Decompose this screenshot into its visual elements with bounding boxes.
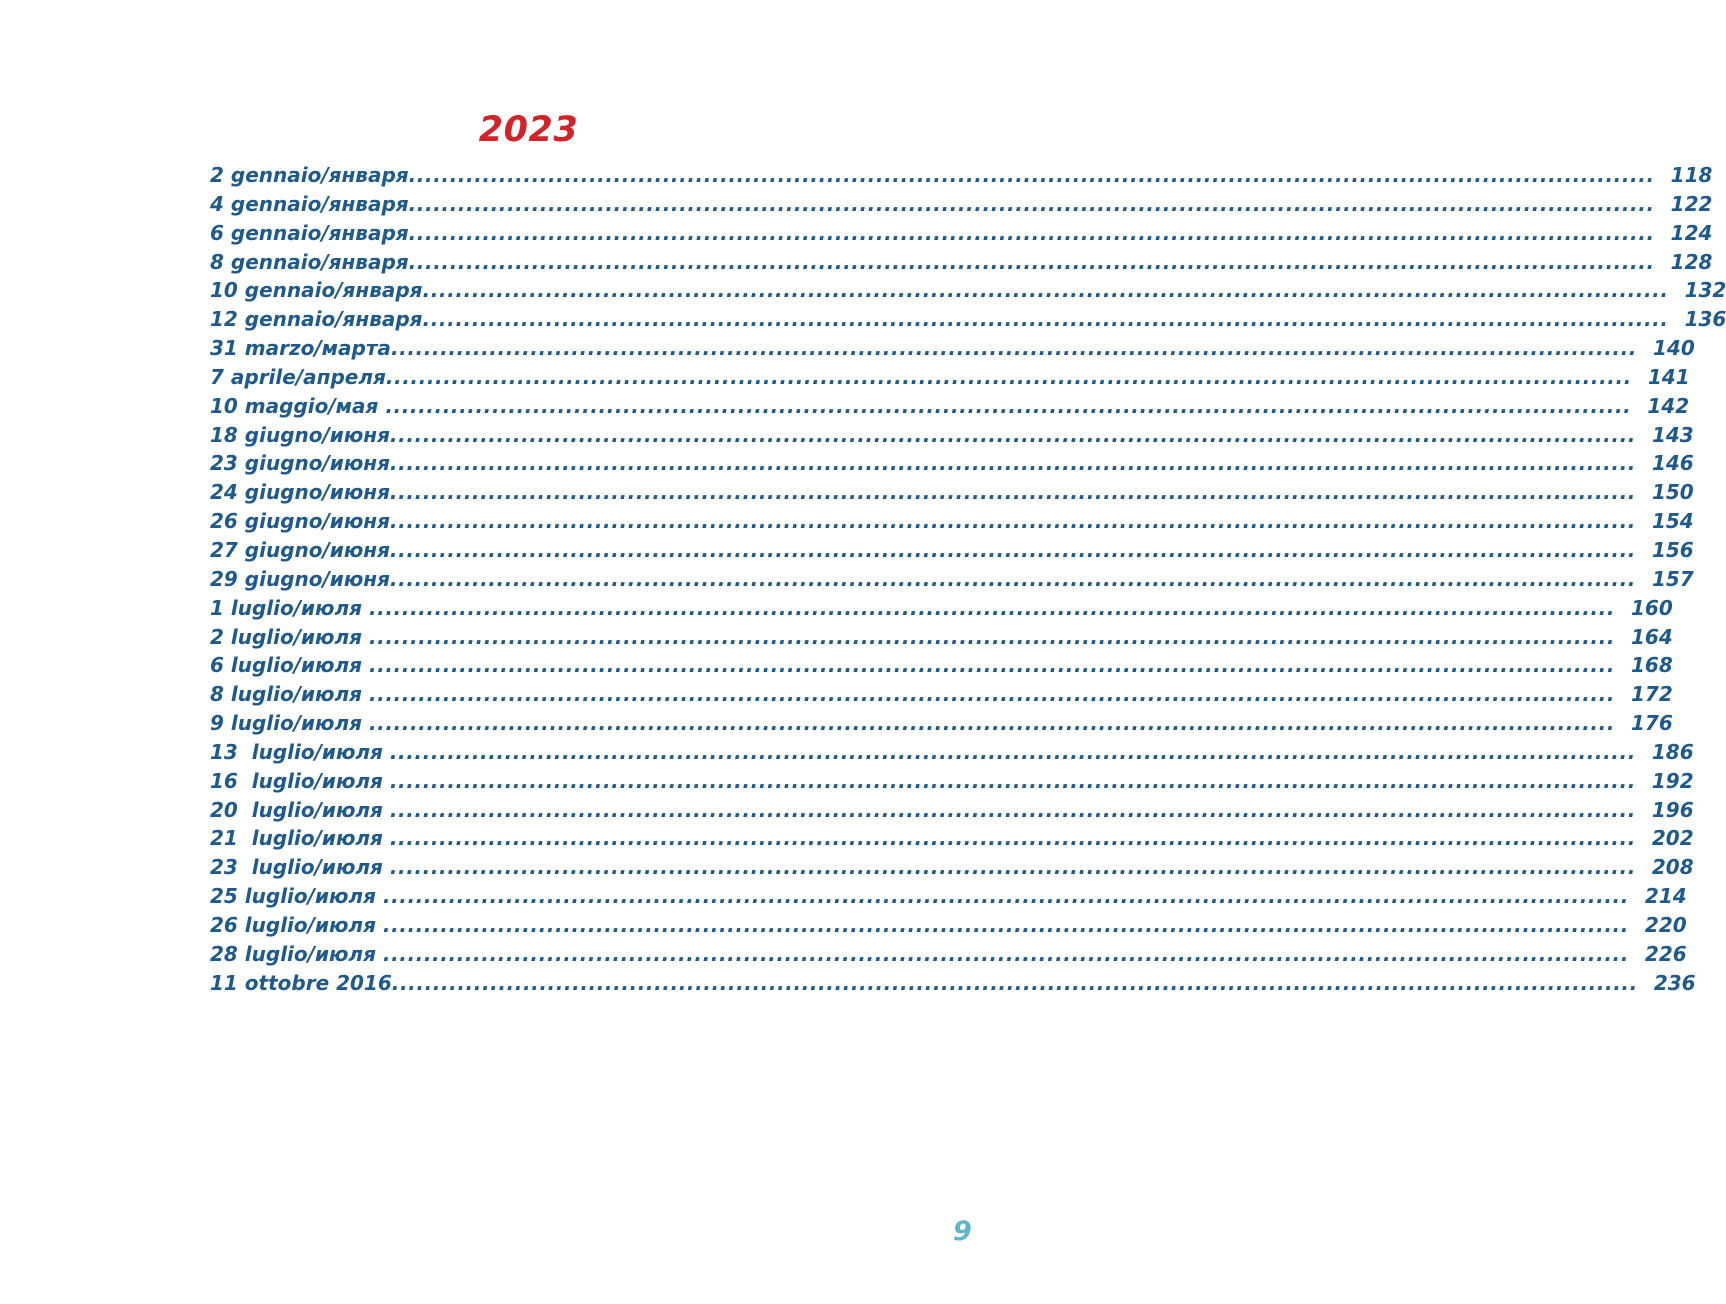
toc-entry-page-number: 154 bbox=[1651, 509, 1694, 534]
toc-dot-leader: ........................................................................................................................................................ bbox=[408, 163, 1655, 187]
toc-dot-leader: ........................................................................................................................................................ bbox=[389, 509, 1636, 534]
toc-entry bbox=[210, 421, 1694, 450]
page-number: 9 bbox=[953, 1216, 972, 1247]
toc-entry-label: 24 giugno/июня bbox=[210, 480, 390, 505]
toc-dot-leader: ........................................................................................................................................................ bbox=[368, 595, 1616, 620]
toc-entry bbox=[210, 334, 1695, 363]
toc-dot-leader: ........................................................................................................................................................ bbox=[391, 970, 1638, 995]
toc-dot-leader: ........................................................................................................................................................ bbox=[389, 480, 1636, 505]
toc-entry bbox=[210, 363, 1690, 392]
toc-entry bbox=[210, 305, 1726, 334]
toc-entry bbox=[210, 882, 1687, 911]
toc-entry bbox=[210, 219, 1713, 248]
toc-entry-label: 8 luglio/июля bbox=[210, 682, 369, 707]
toc-entry bbox=[210, 680, 1673, 709]
toc-entry bbox=[210, 190, 1713, 219]
toc-dot-leader: ........................................................................................................................................................ bbox=[368, 624, 1616, 649]
toc-entry-label: 11 ottobre 2016 bbox=[210, 970, 392, 995]
toc-entry bbox=[210, 969, 1696, 998]
toc-dot-leader: ........................................................................................................................................................ bbox=[408, 191, 1655, 216]
toc-entry-page-number: 196 bbox=[1651, 797, 1694, 822]
toc-entry-page-number: 146 bbox=[1651, 451, 1694, 476]
toc-entry-label: 1 luglio/июля bbox=[210, 595, 369, 620]
toc-dot-leader: ........................................................................................................................................................ bbox=[389, 739, 1636, 764]
toc-entry bbox=[210, 565, 1694, 594]
toc-entry-label: 8 gennaio/января bbox=[210, 249, 409, 274]
toc-entry-page-number: 186 bbox=[1651, 739, 1694, 764]
toc-entry-page-number: 226 bbox=[1644, 941, 1687, 966]
toc-entry-page-number: 143 bbox=[1651, 422, 1694, 447]
toc-dot-leader: ........................................................................................................................................................ bbox=[389, 855, 1636, 880]
toc-entry-label: 2 luglio/июля bbox=[210, 624, 369, 649]
toc-entry-page-number: 118 bbox=[1670, 163, 1713, 187]
toc-entry-label: 10 gennaio/января bbox=[210, 278, 423, 303]
toc-dot-leader: ........................................................................................................................................................ bbox=[422, 278, 1669, 303]
toc-entry-label: 6 gennaio/января bbox=[210, 220, 409, 245]
toc-entry-page-number: 176 bbox=[1631, 711, 1673, 736]
toc-dot-leader: ........................................................................................................................................................ bbox=[389, 797, 1636, 822]
toc-entry-label: 20 luglio/июля bbox=[210, 797, 390, 822]
toc-dot-leader: ........................................................................................................................................................ bbox=[389, 826, 1636, 851]
toc-entry-page-number: 141 bbox=[1647, 364, 1690, 389]
toc-entry-label: 25 luglio/июля bbox=[210, 884, 383, 909]
toc-dot-leader: ........................................................................................................................................................ bbox=[389, 451, 1636, 476]
toc-entry-page-number: 168 bbox=[1631, 653, 1673, 678]
toc-entry-page-number: 202 bbox=[1651, 826, 1694, 851]
toc-entry-page-number: 128 bbox=[1670, 249, 1713, 274]
toc-entry-page-number: 220 bbox=[1644, 912, 1687, 937]
toc-dot-leader: ........................................................................................................................................................ bbox=[389, 422, 1636, 447]
toc-dot-leader: ........................................................................................................................................................ bbox=[385, 364, 1632, 389]
toc-entry bbox=[210, 796, 1694, 825]
toc-entry-page-number: 156 bbox=[1651, 537, 1694, 562]
toc-entry-page-number: 236 bbox=[1653, 970, 1696, 995]
toc-entry-page-number: 142 bbox=[1647, 393, 1690, 418]
toc-dot-leader: ........................................................................................................................................................ bbox=[385, 393, 1632, 418]
toc-entry-page-number: 124 bbox=[1670, 220, 1713, 245]
toc-entry-label: 10 maggio/мая bbox=[210, 393, 386, 418]
toc-entry-page-number: 140 bbox=[1652, 336, 1695, 361]
toc-dot-leader: ........................................................................................................................................................ bbox=[382, 941, 1629, 966]
toc-dot-leader: ........................................................................................................................................................ bbox=[389, 768, 1636, 793]
toc-entry-page-number: 192 bbox=[1651, 768, 1694, 793]
toc-entry-page-number: 160 bbox=[1631, 595, 1673, 620]
toc-entry-label: 16 luglio/июля bbox=[210, 768, 390, 793]
toc-entry-label: 6 luglio/июля bbox=[210, 653, 369, 678]
toc-entry-label: 28 luglio/июля bbox=[210, 941, 383, 966]
toc-entry bbox=[210, 594, 1673, 623]
toc-entry-page-number: 136 bbox=[1684, 307, 1726, 332]
toc-entry bbox=[210, 536, 1694, 565]
toc-entry-label: 4 gennaio/января bbox=[210, 191, 409, 216]
toc-entry-page-number: 208 bbox=[1651, 855, 1694, 880]
toc-entry bbox=[210, 623, 1673, 652]
toc-entry-label: 27 giugno/июня bbox=[210, 537, 390, 562]
toc-entry bbox=[210, 767, 1694, 796]
toc-entry-page-number: 214 bbox=[1644, 884, 1687, 909]
toc-entry-page-number: 132 bbox=[1684, 278, 1726, 303]
toc-entry-label: 12 gennaio/января bbox=[210, 307, 423, 332]
toc-entry bbox=[210, 911, 1687, 940]
toc-entry-label: 23 luglio/июля bbox=[210, 855, 390, 880]
toc-entry-page-number: 172 bbox=[1631, 682, 1673, 707]
toc-entry bbox=[210, 392, 1690, 421]
toc-dot-leader: ........................................................................................................................................................ bbox=[422, 307, 1669, 332]
toc-entry-label: 26 giugno/июня bbox=[210, 509, 390, 534]
toc-dot-leader: ........................................................................................................................................................ bbox=[408, 220, 1655, 245]
toc-dot-leader: ........................................................................................................................................................ bbox=[368, 711, 1616, 736]
toc-dot-leader: ........................................................................................................................................................ bbox=[389, 537, 1636, 562]
year-heading: 2023 bbox=[478, 110, 579, 150]
toc-entry bbox=[210, 824, 1694, 853]
toc-entry bbox=[210, 478, 1694, 507]
toc-dot-leader: ........................................................................................................................................................ bbox=[382, 912, 1629, 937]
toc-entry-page-number: 164 bbox=[1631, 624, 1673, 649]
toc-dot-leader: ........................................................................................................................................................ bbox=[390, 336, 1637, 361]
toc-entry-label: 26 luglio/июля bbox=[210, 912, 383, 937]
toc-entry-label: 18 giugno/июня bbox=[210, 422, 390, 447]
toc-dot-leader: ........................................................................................................................................................ bbox=[408, 249, 1655, 274]
table-of-contents bbox=[210, 161, 1726, 997]
toc-entry-label: 9 luglio/июля bbox=[210, 711, 369, 736]
toc-entry-label: 31 marzo/марта bbox=[210, 336, 391, 361]
toc-entry-page-number: 122 bbox=[1670, 191, 1713, 216]
toc-dot-leader: ........................................................................................................................................................ bbox=[368, 653, 1616, 678]
toc-entry-page-number: 157 bbox=[1651, 566, 1694, 591]
toc-entry-label: 29 giugno/июня bbox=[210, 566, 390, 591]
toc-entry-label: 21 luglio/июля bbox=[210, 826, 390, 851]
toc-entry bbox=[210, 161, 1713, 190]
toc-entry bbox=[210, 853, 1694, 882]
toc-entry-page-number: 150 bbox=[1651, 480, 1694, 505]
toc-entry bbox=[210, 940, 1687, 969]
toc-entry bbox=[210, 248, 1713, 277]
toc-entry bbox=[210, 449, 1694, 478]
toc-dot-leader: ........................................................................................................................................................ bbox=[382, 884, 1629, 909]
toc-entry-label: 2 gennaio/января bbox=[210, 163, 409, 187]
toc-entry bbox=[210, 507, 1694, 536]
toc-entry bbox=[210, 276, 1726, 305]
toc-entry bbox=[210, 738, 1694, 767]
toc-dot-leader: ........................................................................................................................................................ bbox=[389, 566, 1636, 591]
toc-entry bbox=[210, 709, 1673, 738]
toc-entry-label: 13 luglio/июля bbox=[210, 739, 390, 764]
toc-dot-leader: ........................................................................................................................................................ bbox=[368, 682, 1616, 707]
toc-entry-label: 23 giugno/июня bbox=[210, 451, 390, 476]
toc-entry-label: 7 aprile/апреля bbox=[210, 364, 386, 389]
toc-entry bbox=[210, 651, 1673, 680]
